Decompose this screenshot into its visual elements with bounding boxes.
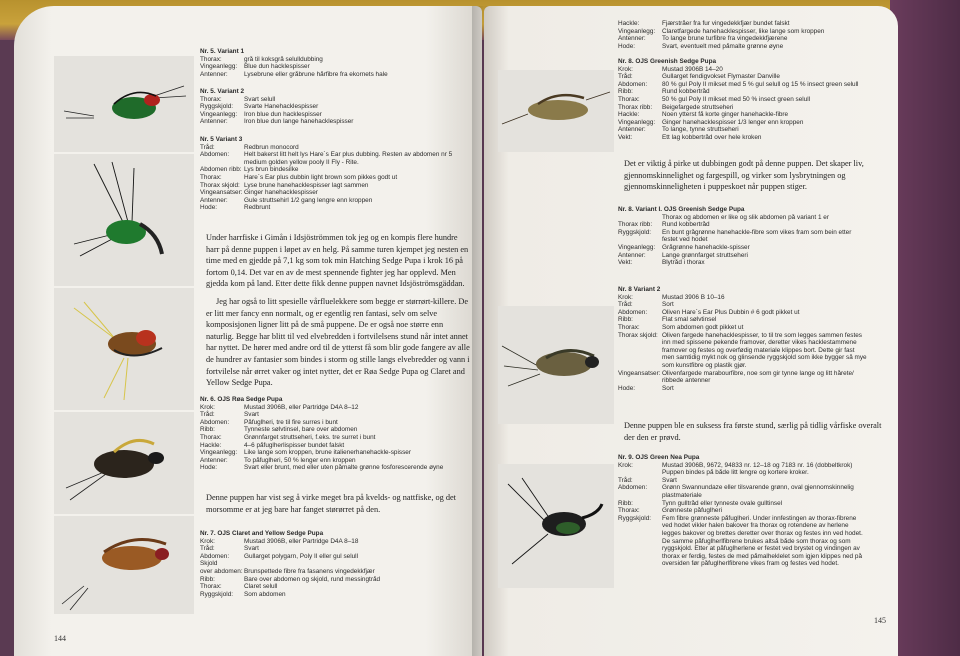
spec-row [618, 244, 894, 252]
spec-value: Fjærstråer fra fur vingedekkfjær bundet falskt [662, 20, 790, 27]
spec-value: plastmateriale [662, 491, 702, 499]
spec-value: Sort [662, 384, 674, 392]
spec-key: Ribb: [618, 316, 633, 324]
spec-row [200, 174, 476, 182]
spec-key: Hode: [200, 204, 218, 212]
spec-value: legges bakover og brettes deretter over thorax og festes inn ved hodet. [662, 529, 863, 537]
spec-key: Thorax: [200, 583, 222, 591]
spec-row [200, 568, 476, 576]
spec-key [618, 538, 662, 546]
spec-value: Flat smal sølvtinsel [662, 316, 717, 324]
spec-row [618, 347, 894, 355]
spec-key [618, 362, 662, 370]
left-page [14, 6, 482, 656]
spec-key [618, 530, 662, 538]
page-number-left: 144 [54, 634, 66, 643]
spec-row [618, 545, 894, 553]
paragraph-2: Jeg har også to litt spesielle vårfluelekkere som begge er størrørt-killere. De er litt mer fancy enn normalt, og er egentlig ren fantasi, selv om selve komposisjonen ligner litt på de små puppene. De er også noe større enn naturlig. Begge har blitt til ved elvebredden i fortvilelsens stund når intet annet har nyttet. De hører med andre ord til de ytterst få som blir gode fangere av alle de hundrer av fantasier som bindes i storm og stille langs elvebredder og vann i fortvilelse når ørret vaker og intet nytter, det er Røa Sedge Pupa og Claret and Yellow Sedge Pupa. [206, 297, 470, 388]
spec-row [618, 354, 894, 362]
fly-photo-3 [54, 288, 194, 410]
spec-row [618, 469, 894, 477]
spec-value: oversiden før påfuglherlfibrene vikes fram og festes ved hodet. [662, 560, 839, 568]
fly-photo-6 [498, 70, 614, 152]
spec-key: Antenner: [618, 126, 646, 134]
spec-key: Antenner: [200, 456, 228, 464]
spec-row [200, 426, 476, 434]
spec-value: Som abdomen godt pikket ut [662, 323, 744, 331]
spec-row [200, 96, 470, 104]
spec-key: Tråd: [618, 476, 633, 484]
spec-value: men samtidig mykt nok og glinsende ryggskjold som ikke bygger så mye [662, 354, 867, 362]
spec-row [200, 434, 476, 442]
spec-key: Tråd: [200, 411, 215, 419]
spec-value: Oliven Hare´s Ear Plus Dubbin # 6 godt pikket ut [662, 308, 800, 316]
spec-value: ved hodet vikler halen bakover fra thorax og rotendene av herlene [662, 522, 849, 530]
spec-key: Hode: [618, 384, 636, 392]
spec-title: Nr. 5 Variant 3 [200, 136, 243, 143]
spec-title: Nr. 8 Variant 2 [618, 286, 661, 293]
spec-value: ribbede antenner [662, 377, 711, 385]
spec-block-8-variant-2 [618, 286, 894, 392]
spec-row [618, 35, 894, 43]
spec-key: Tråd: [618, 73, 633, 81]
spec-key: Thorax: [200, 173, 222, 181]
spec-row [618, 507, 894, 515]
spec-key: Ribb: [200, 575, 215, 583]
spec-key: Krok: [200, 403, 215, 411]
spec-value: Svarte Hanehacklespisser [244, 103, 319, 111]
spec-title: Nr. 8. OJS Greenish Sedge Pupa [618, 58, 717, 65]
spec-row [618, 73, 894, 81]
spec-value: Olivenfargede marabourfibre, noe som gir tynne lange og litt hårete/ [662, 369, 854, 377]
spec-value: To lange brune turfibre fra vingedekkfjærene [662, 35, 788, 43]
spec-row [618, 111, 894, 119]
spec-key: Vingeanlegg: [618, 243, 656, 251]
spec-key [618, 377, 662, 385]
spec-value: Hare´s Ear plus dubbin light brown som pikkes godt ut [244, 173, 398, 181]
spec-block-5-variant-2 [200, 88, 470, 126]
spec-key [618, 560, 662, 568]
spec-value: Oliven fargede hanehacklespisser, to til tre som legges sammen festes [662, 331, 862, 339]
spec-row [200, 419, 476, 427]
spec-row [618, 221, 894, 229]
spec-value: Gule struttsehirl 1/2 gang lengre enn kroppen [244, 196, 373, 204]
spec-key: Antenner: [200, 118, 228, 126]
spec-key [618, 347, 662, 355]
spec-row [618, 515, 894, 523]
fly-photo-7 [498, 306, 614, 424]
spec-row [618, 385, 894, 393]
spec-value: Iron blue dun hacklespisser [244, 110, 322, 118]
spec-key: Vingeanlegg: [200, 449, 238, 457]
spec-row [618, 252, 894, 260]
spec-row [618, 377, 894, 385]
spec-block-5-variant-1 [200, 48, 470, 78]
fly-photo-8 [498, 464, 614, 588]
spec-key: Ryggskjold: [200, 590, 234, 598]
spec-key: Thorax: [200, 55, 222, 63]
spec-row [200, 538, 476, 546]
spec-row [618, 332, 894, 340]
spec-key [618, 236, 662, 244]
spec-row [618, 492, 894, 500]
spec-value: Mustad 3906 B 10–16 [662, 293, 725, 301]
spec-key: Antenner: [618, 35, 646, 43]
spec-block-8-variant-1 [618, 206, 894, 267]
spec-value: Fem fibre grønneste påfuglheri. Under innfestingen av thorax-fibrene [662, 514, 857, 522]
spec-value: Svart, eventuelt med påmalte grønne øyne [662, 42, 784, 50]
spec-row [618, 20, 894, 28]
spec-block-7 [200, 530, 476, 598]
spec-value: Ginger hanehacklespisser [244, 189, 318, 197]
spec-row [618, 309, 894, 317]
spec-block-9 [618, 454, 894, 568]
spec-value: framover og festes og overfødig materiale klippes bort. Dette gir fast [662, 346, 855, 354]
spec-row [618, 126, 894, 134]
spec-value: medium golden yellow pooly II Fly - Rite. [244, 158, 359, 166]
spec-row [618, 462, 894, 470]
spec-row [200, 583, 476, 591]
spec-key [618, 354, 662, 362]
spec-key: Vingeansatser: [200, 189, 243, 197]
fly-photo-2 [54, 154, 194, 286]
spec-value: inn med spissene pekende framover, deretter vikes hacklestammene [662, 339, 857, 347]
spec-value: Bare over abdomen og skjold, rund messingtråd [244, 575, 381, 583]
spec-row [200, 151, 476, 159]
spec-key: Ribb: [618, 499, 633, 507]
spec-row [200, 442, 476, 450]
spec-key [618, 545, 662, 553]
spec-title: Nr. 5. Variant 2 [200, 88, 245, 95]
spec-row [618, 134, 894, 142]
spec-key: Krok: [200, 537, 215, 545]
spec-row [618, 301, 894, 309]
spec-row [200, 560, 476, 568]
spec-key: Tråd: [200, 545, 215, 553]
spec-key: Abdomen: [200, 552, 230, 560]
spec-block-8 [618, 58, 894, 142]
spec-row [200, 411, 476, 419]
spec-value: 80 % gul Poly II mikset med 5 % gul selull og 15 % insect green selull [662, 80, 859, 88]
spec-row [200, 159, 476, 167]
spec-row [618, 96, 894, 104]
spec-row [200, 404, 476, 412]
spec-key: over abdomen: [200, 567, 243, 575]
spec-key [200, 159, 244, 167]
spec-value: Svart selull [244, 95, 276, 103]
spec-key: Thorax ribb: [618, 103, 653, 111]
spec-value: Gullarget polygarn, Poly II eller gul selull [244, 552, 359, 560]
spec-row [200, 182, 476, 190]
spec-key: Thorax: [618, 507, 640, 515]
spec-key [618, 339, 662, 347]
spec-row [200, 56, 470, 64]
spec-row [618, 560, 894, 568]
spec-value: To lange, tynne struttseheri [662, 126, 739, 134]
spec-title: Nr. 7. OJS Claret and Yellow Sedge Pupa [200, 530, 324, 537]
spec-row [618, 530, 894, 538]
spec-key: Antenner: [200, 70, 228, 78]
spec-value: Gullarget fendigvokset Flymaster Danville [662, 73, 780, 81]
spec-value: thorax er ferdig, festes de med påmalheklelet som igjen klippes ned på [662, 552, 862, 560]
spec-row [618, 294, 894, 302]
spec-key: Ryggskjold: [618, 228, 652, 236]
spec-value: Sort [662, 301, 674, 309]
spec-key: Tråd: [200, 143, 215, 151]
spec-value: Svart [662, 476, 677, 484]
spec-key: Tråd: [618, 301, 633, 309]
fly-photo-1 [54, 56, 194, 152]
paragraph-4: Det er viktig å pirke ut dubbingen godt på denne puppen. Det skaper liv, gjennomskinnelighet og fargespill, og virker som lysbrytningen og gjennomskinneligheten i puppeskoet når puppen stiger. [624, 159, 864, 192]
spec-row [618, 88, 894, 96]
spec-value: To påfuglheri, 50 % lenger enn kroppen [244, 456, 356, 464]
spec-row [200, 545, 476, 553]
spec-key: Hackle: [618, 20, 640, 27]
spec-block-5-variant-3 [200, 136, 476, 212]
spec-row [618, 66, 894, 74]
spec-value: Puppen bindes på både litt lengre og kortere kroker. [662, 469, 809, 477]
spec-value: Lange grønnfarget struttseheri [662, 251, 748, 259]
spec-value: Tynn gulltråd eller tynneste ovale gulltinsel [662, 499, 783, 507]
fly-photo-4 [54, 412, 194, 514]
spec-value: Grønneste påfuglheri [662, 507, 723, 515]
spec-value: Claret selull [244, 583, 278, 591]
spec-key: Vingeanlegg: [618, 118, 656, 126]
spec-key: Thorax skjold: [618, 331, 658, 339]
spec-key: Ryggskjold: [200, 103, 234, 111]
spec-key: Thorax: [618, 323, 640, 331]
spec-value: Svart [244, 545, 259, 553]
spec-row [618, 119, 894, 127]
spec-row [200, 591, 476, 599]
spec-value: Brunspettede fibre fra fasanens vingedekkfjær [244, 567, 375, 575]
spec-value: Rund kobbertråd [662, 88, 710, 96]
paragraph-3: Denne puppen har vist seg å virke meget bra på kvelds- og nattfiske, og det morsomme er at jeg bare har fanget størørret på den. [206, 493, 456, 514]
spec-row [200, 553, 476, 561]
spec-key: Ryggskjold: [618, 514, 652, 522]
spec-key: Abdomen: [618, 308, 648, 316]
spec-value: Tynneste sølvtinsel, bare over abdomen [244, 426, 358, 434]
spec-key: Abdomen ribb: [200, 166, 242, 174]
spec-title: Nr. 6. OJS Røa Sedge Pupa [200, 396, 283, 403]
spec-key: Vingeanlegg: [200, 110, 238, 118]
spec-value: Svart [244, 411, 259, 419]
spec-key: Vekt: [618, 133, 633, 141]
spec-value: som kunstfibre og plastik gjør. [662, 361, 747, 369]
spec-row [618, 362, 894, 370]
spec-value: Grågrønne hanehackle-spisser [662, 243, 750, 251]
spec-row [618, 477, 894, 485]
spec-value: Like lange som kroppen, brune italienerhanehackle-spisser [244, 449, 411, 457]
spec-key: Krok: [618, 293, 633, 301]
spec-row [618, 104, 894, 112]
spec-key: Hackle: [200, 441, 222, 449]
spec-row [200, 144, 476, 152]
spec-value: De samme påfuglherlfibrene brukes altså både som thorax og som [662, 537, 851, 545]
spec-key: Skjold [200, 560, 218, 568]
spec-value: Redbrunt [244, 204, 271, 212]
spec-value: 50 % gul Poly II mikset med 50 % insect green selull [662, 95, 811, 103]
spec-row [200, 71, 470, 79]
right-page [484, 6, 898, 656]
spec-row [200, 111, 470, 119]
spec-row [200, 576, 476, 584]
spec-row [200, 63, 470, 71]
spec-row [618, 43, 894, 51]
spec-value: Som abdomen [244, 590, 286, 598]
spec-value: ryggskjold. Etter at påfuglherlene er festet ved brystet og vindingen av [662, 545, 860, 553]
spec-row [200, 457, 476, 465]
spec-value: Mustad 3906B, eller Partridge D4A 8–12 [244, 403, 359, 411]
spec-key: Thorax skjold: [200, 181, 240, 189]
spec-row [618, 553, 894, 561]
spec-row [618, 229, 894, 237]
spec-key: Krok: [618, 65, 633, 73]
spec-value: En bunt grågrønne hanehackle-fibre som vikes fram som bein etter [662, 228, 852, 236]
spec-title: Nr. 8. Variant I. OJS Greenish Sedge Pupa [618, 206, 745, 213]
spec-row [618, 484, 894, 492]
spec-value: Noen ytterst få korte ginger hanehackle-fibre [662, 111, 789, 119]
spec-key: Ribb: [200, 426, 215, 434]
spec-value: festet ved hodet [662, 236, 708, 244]
spec-value: 4–6 påfuglherlispisser bundet falskt [244, 441, 345, 449]
spec-value: Beigefargede struttseheri [662, 103, 734, 111]
spec-key: Abdomen: [618, 80, 648, 88]
spec-value [244, 560, 476, 568]
spec-key: Krok: [618, 461, 633, 469]
spec-row [618, 28, 894, 36]
spec-key: Thorax: [618, 95, 640, 103]
spec-row [200, 449, 476, 457]
spec-value: Lys brun bindesilke [244, 166, 299, 174]
spec-value: Grønnfarget struttseheri, f.eks. tre surret i bunt [244, 433, 376, 441]
spec-key [618, 214, 662, 222]
spec-key: Hode: [200, 464, 218, 472]
spec-key [618, 492, 662, 500]
spec-row [618, 522, 894, 530]
spec-key [618, 469, 662, 477]
spec-row [618, 236, 894, 244]
spec-title: Nr. 9. OJS Green Nea Pupa [618, 454, 700, 461]
spec-value: Ginger hanehacklespisser 1/3 lenger enn kroppen [662, 118, 804, 126]
spec-key: Thorax: [200, 433, 222, 441]
spec-key: Vingeanlegg: [200, 63, 238, 71]
spec-value: Redbrun monocord [244, 143, 299, 151]
spec-row [618, 538, 894, 546]
spec-key: Vingeanlegg: [618, 27, 656, 35]
paragraph-1: Under harrfiske i Gimån i Idsjöströmmen tok jeg og en kompis flere hundre harr på denne puppen i løpet av en helg. På samme turen kjempet jeg nesten en time med en gjedde på 7,1 kg som tok min Hatching Sedge Pupa i krok 16 på fortom 0,14. Det var en av de mest spennende fighter jeg har opplevd. Men gjedda kom på land. Etter dette fikk denne puppen navnet Idsjöströmsgäddan. [206, 233, 469, 289]
spec-row [618, 339, 894, 347]
spec-value: Iron blue dun lange hanehacklespisser [244, 118, 354, 126]
spec-row [200, 118, 470, 126]
spec-block-7-continued [618, 20, 894, 50]
spec-value: Lyse brune hanehacklespisser lagt sammen [244, 181, 369, 189]
spec-row [618, 81, 894, 89]
page-number-right: 145 [874, 616, 886, 625]
spec-value: Blytråd i thorax [662, 259, 705, 267]
spec-row [200, 464, 476, 472]
spec-value: Mustad 3906B, eller Partridge D4A 8–18 [244, 537, 359, 545]
spec-value: Ett lag kobbertråd over hele kroken [662, 133, 762, 141]
spec-key: Hackle: [618, 111, 640, 119]
spec-value: Mustad 3906B 14–20 [662, 65, 723, 73]
spec-row [200, 103, 470, 111]
spec-row [618, 500, 894, 508]
spec-row [618, 370, 894, 378]
spec-value: Helt bakerst litt helt lys Hare´s Ear plus dubbing. Resten av abdomen nr 5 [244, 151, 453, 159]
spec-row [618, 316, 894, 324]
spec-key: Abdomen: [200, 418, 230, 426]
spec-block-6 [200, 396, 476, 472]
spec-key: Abdomen: [200, 151, 230, 159]
spec-value: Mustad 3906B, 9672, 94833 nr. 12–18 og 7183 nr. 16 (dobbeltkrok) [662, 461, 853, 469]
spec-value: Thorax og abdomen er like og slik abdomen på variant 1 er [662, 213, 829, 221]
spec-value: Blue dun hacklespisser [244, 63, 310, 71]
spec-key [618, 553, 662, 561]
spec-key: Hode: [618, 42, 636, 50]
spec-key: Vekt: [618, 259, 633, 267]
spec-key: Antenner: [618, 251, 646, 259]
spec-value: Lysebrune eller gråbrune hårfibre fra ekornets hale [244, 70, 388, 78]
spec-row [618, 214, 894, 222]
spec-row [200, 197, 476, 205]
spec-value: Påfuglheri, tre til fire surres i bunt [244, 418, 338, 426]
spec-row [200, 204, 476, 212]
spec-key: Antenner: [200, 196, 228, 204]
spec-key: Vingeansatser: [618, 369, 661, 377]
spec-key: Ribb: [618, 88, 633, 96]
spec-value: grå til koksgrå selulldubbing [244, 55, 323, 63]
spec-row [618, 324, 894, 332]
spec-key [618, 522, 662, 530]
spec-row [200, 166, 476, 174]
fly-photo-5 [54, 516, 194, 614]
spec-row [200, 189, 476, 197]
spec-key: Thorax ribb: [618, 221, 653, 229]
spec-title: Nr. 5. Variant 1 [200, 48, 245, 55]
spec-row [618, 259, 894, 267]
open-book [14, 6, 926, 656]
spec-value: Grønn Swannundaze eller tilsvarende grønn, oval gjennomskinnelig [662, 484, 854, 492]
spec-value: Rund kobbertråd [662, 221, 710, 229]
spec-key: Thorax: [200, 95, 222, 103]
paragraph-5: Denne puppen ble en suksess fra første stund, særlig på tidlig vårfiske overalt der den er prøvd. [624, 421, 882, 442]
spec-value: Svart eller brunt, med eller uten påmalte grønne fosforescerende øyne [244, 464, 444, 472]
spec-value: Claretfargede hanehacklespisser, like lange som kroppen [662, 27, 825, 35]
spec-key: Abdomen: [618, 484, 648, 492]
